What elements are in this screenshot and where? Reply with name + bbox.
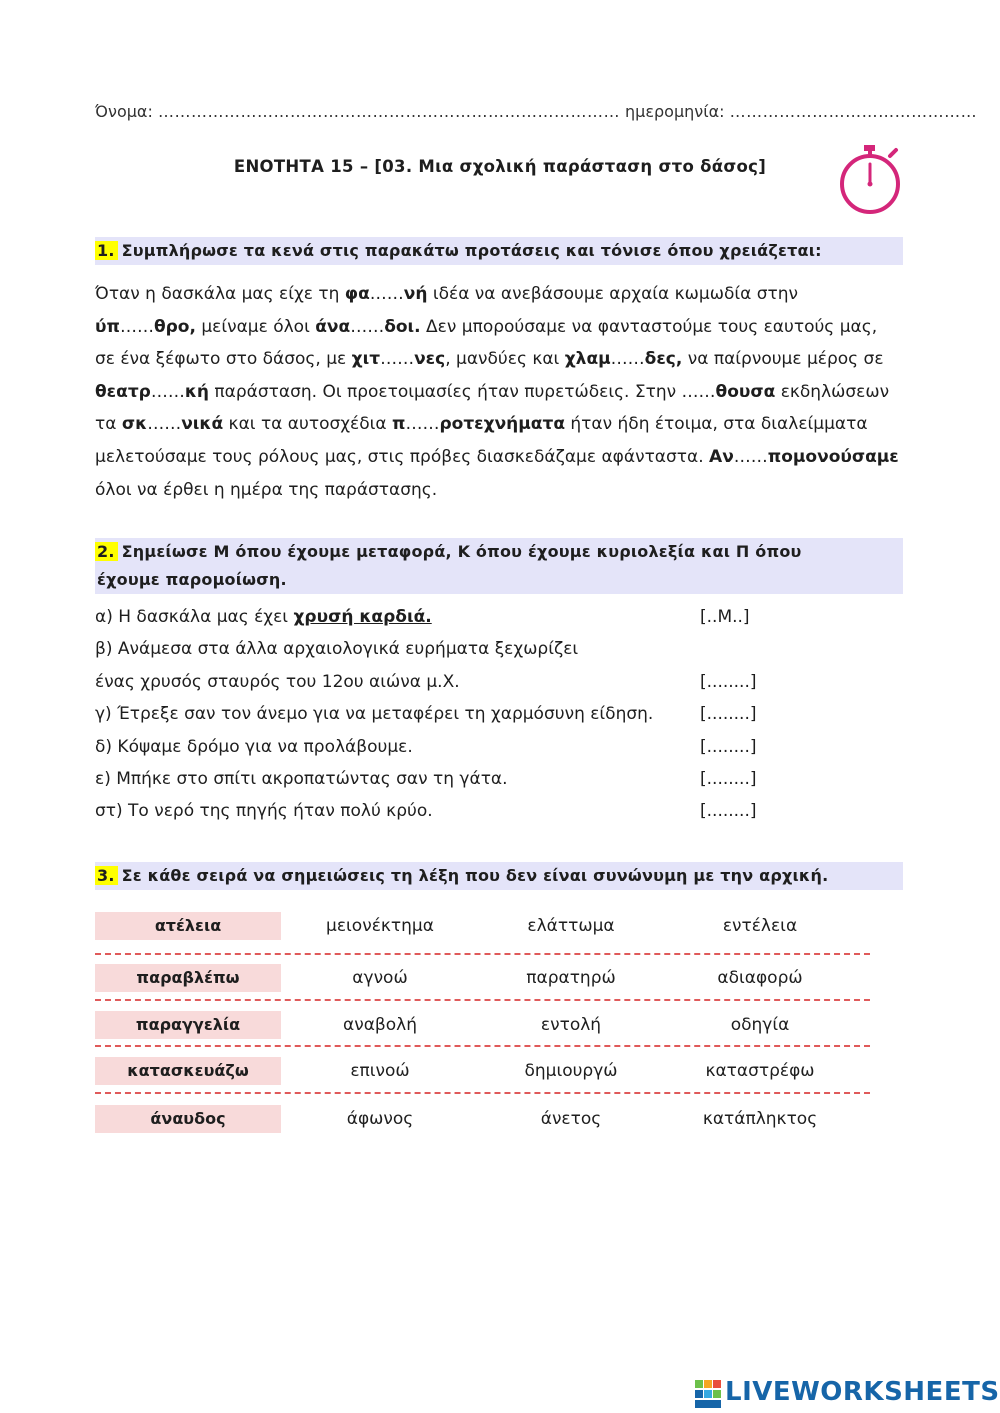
word-fragment: Αν (709, 446, 734, 467)
section-2-number: 2. (95, 542, 118, 561)
word-option[interactable]: εντέλεια (722, 916, 798, 936)
word-fragment: θρο, (153, 316, 196, 337)
item-f-text: στ) Το νερό της πηγής ήταν πολύ κρύο. (95, 801, 433, 822)
paragraph-text[interactable]: …… (147, 414, 182, 435)
paragraph-text[interactable]: …… (405, 414, 440, 435)
word-fragment: νή (403, 284, 428, 304)
word-fragment: νες (414, 349, 446, 370)
paragraph-line (95, 474, 910, 507)
word-option[interactable]: αδιαφορώ (717, 968, 803, 988)
name-field[interactable]: ………………………………………………………………………… (157, 102, 620, 121)
paragraph-text: εκδηλώσεων (775, 381, 890, 402)
section-2-instruction-2: έχουμε παρομοίωση. (97, 570, 287, 589)
paragraph-text: τα (95, 414, 122, 435)
paragraph-text[interactable]: …… (350, 316, 385, 337)
paragraph-line (95, 408, 910, 441)
section-2-header (95, 538, 903, 594)
paragraph-text[interactable]: …… (150, 381, 185, 402)
paragraph-line (95, 311, 910, 344)
paragraph-text[interactable]: …… (733, 446, 768, 467)
item-e-text: ε) Μπήκε στο σπίτι ακροπατώντας σαν τη γάτα. (95, 768, 508, 789)
paragraph-text: ιδέα να ανεβάσουμε αρχαία κωμωδία στην (427, 284, 799, 304)
synonym-row (95, 912, 870, 942)
paragraph-line (95, 278, 910, 311)
row-divider (95, 1092, 870, 1094)
paragraph-text: Δεν μπορούσαμε να φανταστούμε τους εαυτούς μας, (420, 316, 878, 337)
paragraph-text[interactable]: …… (119, 316, 154, 337)
item-e-answer[interactable]: [........] (700, 768, 757, 789)
list-item-b2 (95, 666, 775, 698)
list-item-a (95, 601, 775, 633)
item-c-text: γ) Έτρεξε σαν τον άνεμο για να μεταφέρει τη χαρμόσυνη είδηση. (95, 704, 654, 725)
item-d-answer[interactable]: [........] (700, 736, 757, 757)
word-fragment: άνα (315, 316, 351, 337)
word-fragment: θουσα (715, 381, 776, 402)
section-2-instruction-1: Σημείωσε Μ όπου έχουμε μεταφορά, Κ όπου έχουμε κυριολεξία και Π όπου (121, 542, 802, 561)
word-option[interactable]: μειονέκτημα (326, 916, 434, 936)
word-option[interactable]: εντολή (540, 1015, 602, 1035)
item-b-text-2: ένας χρυσός σταυρός του 12ου αιώνα μ.Χ. (95, 671, 460, 692)
synonym-row (95, 1011, 870, 1041)
synonym-row (95, 1105, 870, 1135)
paragraph-text: και τα αυτοσχέδια (223, 414, 393, 435)
paragraph-text: , μανδύες και (445, 349, 565, 370)
paragraph-text[interactable]: …… (369, 284, 404, 304)
word-fragment: θεατρ (95, 381, 151, 402)
logo-text: LIVEWORKSHEETS (725, 1377, 1000, 1407)
paragraph-line (95, 376, 910, 409)
stopwatch-icon (836, 142, 904, 214)
row-divider (95, 1045, 870, 1047)
date-field[interactable]: ……………………………………… (729, 102, 978, 121)
synonym-row (95, 1057, 870, 1087)
row-head-word: παραβλέπω (95, 964, 281, 992)
paragraph-text: ήταν ήδη έτοιμα, στα διαλείμματα (565, 414, 868, 435)
item-a-underlined: χρυσή καρδιά. (293, 607, 432, 627)
word-option[interactable]: επινοώ (350, 1061, 410, 1081)
name-date-line (95, 102, 978, 121)
word-option[interactable]: αναβολή (343, 1015, 417, 1035)
date-label: ημερομηνία: (625, 102, 725, 121)
word-option[interactable]: αγνοώ (352, 968, 408, 988)
item-b-text-1: β) Ανάμεσα στα άλλα αρχαιολογικά ευρήματα ξεχωρίζει (95, 639, 579, 660)
page-title: ΕΝΟΤΗΤΑ 15 – [03. Μια σχολική παράσταση στο δάσος] (233, 157, 767, 176)
word-fragment: σκ (121, 414, 148, 435)
row-divider (95, 953, 870, 955)
section-2-list (95, 601, 775, 828)
word-option[interactable]: άνετος (540, 1109, 602, 1129)
paragraph-line (95, 343, 910, 376)
liveworksheets-logo (695, 1375, 1000, 1411)
list-item-c (95, 698, 775, 730)
name-label: Όνομα: (95, 102, 153, 121)
paragraph-text[interactable]: …… (610, 349, 645, 370)
row-divider (95, 999, 870, 1001)
word-option[interactable]: ελάττωμα (527, 916, 615, 936)
paragraph-text: Όταν η δασκάλα μας είχε τη (95, 284, 345, 304)
word-fragment: νικά (181, 414, 224, 435)
section-1-number: 1. (95, 241, 118, 260)
item-b-answer[interactable]: [........] (700, 671, 757, 692)
word-option[interactable]: καταστρέφω (705, 1061, 815, 1081)
paragraph-text: μείναμε όλοι (195, 316, 316, 337)
word-option[interactable]: παρατηρώ (526, 968, 616, 988)
item-f-answer[interactable]: [........] (700, 801, 757, 822)
section-1-paragraph (95, 278, 910, 506)
word-fragment: ροτεχνήματα (439, 414, 565, 435)
paragraph-text[interactable]: παράσταση. Οι προετοιμασίες ήταν πυρετώδεις. Στην …… (209, 381, 716, 402)
row-head-word: παραγγελία (95, 1011, 281, 1039)
word-fragment: χιτ (351, 349, 381, 370)
paragraph-text: όλοι να έρθει η ημέρα της παράστασης. (95, 479, 438, 500)
list-item-e (95, 763, 775, 795)
section-1-instruction: Συμπλήρωσε τα κενά στις παρακάτω προτάσεις και τόνισε όπου χρειάζεται: (121, 241, 822, 260)
word-fragment: δοι. (384, 316, 421, 337)
word-fragment: πομονούσαμε (767, 446, 899, 467)
item-d-text: δ) Κόψαμε δρόμο για να προλάβουμε. (95, 736, 413, 757)
paragraph-text[interactable]: …… (380, 349, 415, 370)
word-fragment: ύπ (95, 316, 120, 337)
section-3-instruction: Σε κάθε σειρά να σημειώσεις τη λέξη που δεν είναι συνώνυμη με την αρχική. (121, 866, 829, 885)
row-head-word: κατασκευάζω (95, 1057, 281, 1085)
item-c-answer[interactable]: [........] (700, 704, 757, 725)
word-fragment: χλαμ (564, 349, 611, 370)
section-3-header (95, 862, 903, 890)
item-a-answer[interactable]: [..Μ..] (700, 607, 750, 627)
word-fragment: φα (344, 284, 370, 304)
word-option[interactable]: οδηγία (730, 1015, 790, 1035)
paragraph-text: σε ένα ξέφωτο στο δάσος, με (95, 349, 352, 370)
item-a-text: α) Η δασκάλα μας έχει (95, 607, 294, 627)
synonym-row (95, 964, 870, 994)
list-item-b1 (95, 633, 775, 665)
liveworksheets-logo-icon (695, 1380, 721, 1408)
paragraph-text: να παίρνουμε μέρος σε (682, 349, 884, 370)
word-option[interactable]: κατάπληκτος (702, 1109, 818, 1129)
list-item-f (95, 795, 775, 827)
section-3-number: 3. (95, 866, 118, 885)
section-1-header (95, 237, 903, 265)
paragraph-line (95, 441, 910, 474)
list-item-d (95, 731, 775, 763)
word-fragment: κή (184, 381, 210, 402)
row-head-word: ατέλεια (95, 912, 281, 940)
row-head-word: άναυδος (95, 1105, 281, 1133)
paragraph-text: μελετούσαμε τους ρόλους μας, στις πρόβες διασκεδάζαμε αφάνταστα. (95, 446, 710, 467)
word-option[interactable]: άφωνος (346, 1109, 414, 1129)
word-fragment: δες, (644, 349, 683, 370)
word-option[interactable]: δημιουργώ (524, 1061, 618, 1081)
word-fragment: π (392, 414, 406, 435)
